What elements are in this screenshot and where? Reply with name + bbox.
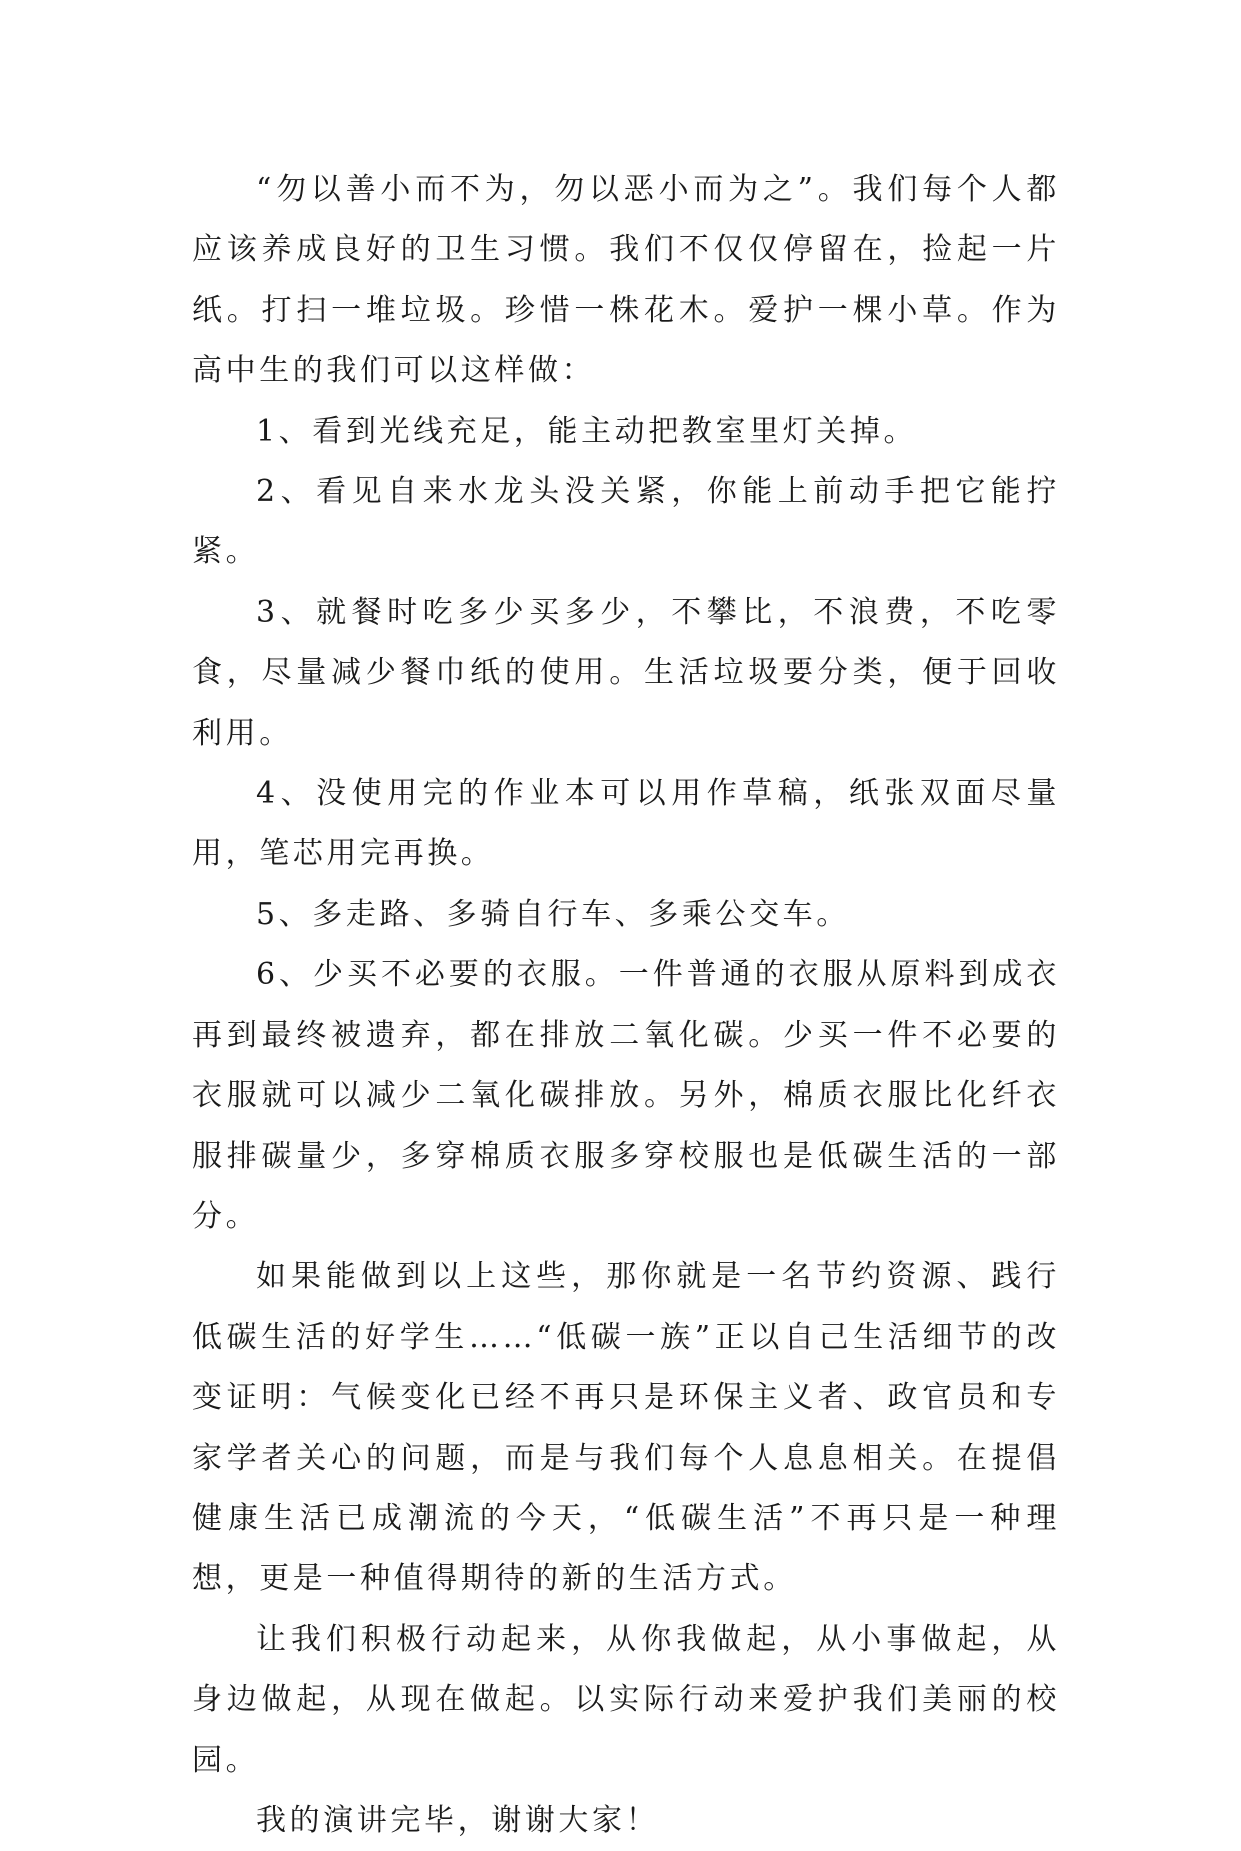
paragraph-low-carbon: 如果能做到以上这些，那你就是一名节约资源、践行低碳生活的好学生……“低碳一族”正以自己生活细节的改变证明：气候变化已经不再只是环保主义者、政官员和专家学者关心的问题，而是与我们每个人息息相关。在提倡健康生活已成潮流的今天，“低碳生活”不再只是一种理想，更是一种值得期待的新的生活方式。: [192, 1259, 1060, 1597]
document-body: [192, 160, 1060, 1851]
paragraph-closing: 我的演讲完毕，谢谢大家！: [256, 1802, 660, 1838]
paragraph-item-5: 5、多走路、多骑自行车、多乘公交车。: [256, 896, 850, 932]
paragraph-item-2: 2、看见自来水龙头没关紧，你能上前动手把它能拧紧。: [192, 474, 1060, 570]
paragraph-item-4: 4、没使用完的作业本可以用作草稿，纸张双面尽量用，笔芯用完再换。: [192, 776, 1060, 872]
paragraph-item-6: 6、少买不必要的衣服。一件普通的衣服从原料到成衣再到最终被遗弃，都在排放二氧化碳。少买一件不必要的衣服就可以减少二氧化碳排放。另外，棉质衣服比化纤衣服排碳量少，多穿棉质衣服多穿校服也是低碳生活的一部分。: [192, 957, 1060, 1234]
paragraph-call-to-action: 让我们积极行动起来，从你我做起，从小事做起，从身边做起，从现在做起。以实际行动来爱护我们美丽的校园。: [192, 1621, 1060, 1778]
paragraph-item-1: 1、看到光线充足，能主动把教室里灯关掉。: [256, 413, 918, 449]
paragraph-item-3: 3、就餐时吃多少买多少，不攀比，不浪费，不吃零食，尽量减少餐巾纸的使用。生活垃圾要分类，便于回收利用。: [192, 594, 1060, 751]
paragraph-intro: “勿以善小而不为，勿以恶小而为之”。我们每个人都应该养成良好的卫生习惯。我们不仅仅停留在，捡起一片纸。打扫一堆垃圾。珍惜一株花木。爱护一棵小草。作为高中生的我们可以这样做：: [192, 172, 1060, 389]
